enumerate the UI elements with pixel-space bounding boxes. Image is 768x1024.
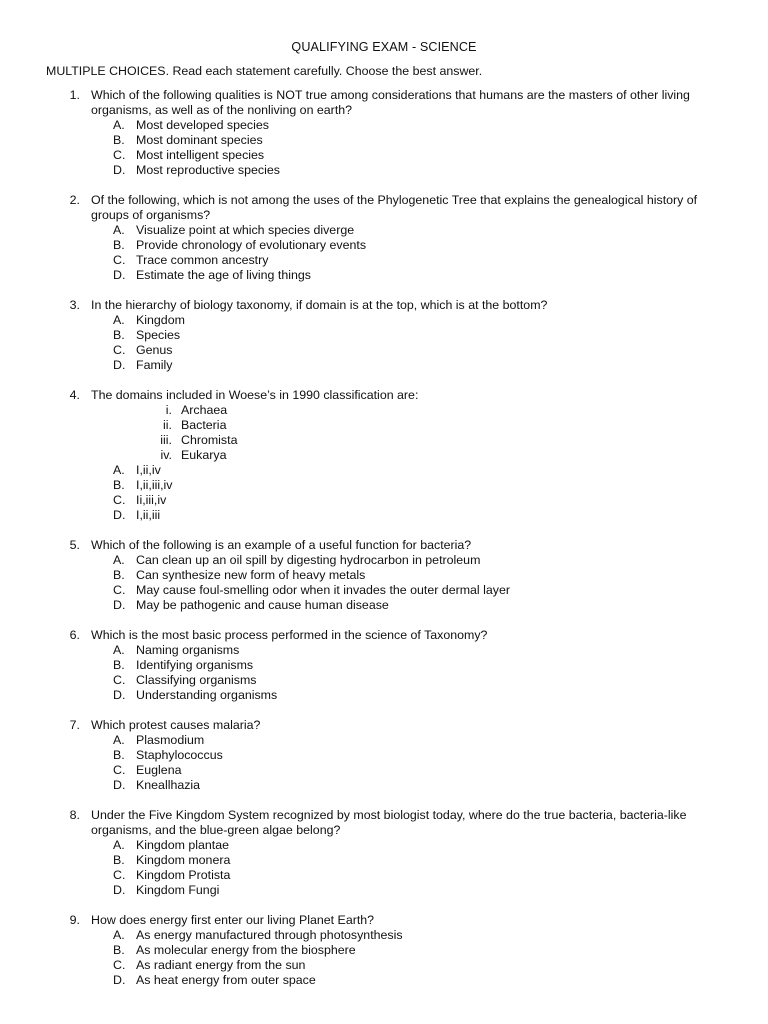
- choice-letter: A.: [113, 733, 125, 747]
- choice-list: [0, 928, 768, 988]
- choice-text: Most intelligent species: [136, 148, 265, 162]
- choice-letter: A.: [113, 928, 125, 942]
- question-number: 4.: [69, 388, 80, 402]
- choice-list: [0, 838, 768, 898]
- question-number: 1.: [69, 88, 80, 102]
- choice-text: Trace common ancestry: [136, 253, 269, 267]
- choice-letter: D.: [113, 268, 126, 282]
- choice-letter: B.: [113, 133, 125, 147]
- choice-text: I,ii,iii,iv: [136, 478, 173, 492]
- choice-a: [0, 553, 768, 568]
- choice-letter: A.: [113, 643, 125, 657]
- choice-letter: A.: [113, 838, 125, 852]
- roman-numeral-text: Archaea: [181, 403, 228, 417]
- choice-text: Identifying organisms: [136, 658, 254, 672]
- choice-text: Genus: [136, 343, 173, 357]
- question-text: Which of the following qualities is NOT true among considerations that humans are the masters of other living organisms, as well as of the nonliving on earth?: [91, 88, 690, 117]
- roman-numeral: i.: [165, 403, 172, 417]
- choice-list: [0, 643, 768, 703]
- choice-list: [0, 733, 768, 793]
- choice-text: Kingdom: [136, 313, 185, 327]
- question-text: Which protest causes malaria?: [91, 718, 261, 732]
- choice-letter: B.: [113, 748, 125, 762]
- instructions: MULTIPLE CHOICES. Read each statement carefully. Choose the best answer.: [46, 64, 483, 78]
- choice-text: Most developed species: [136, 118, 269, 132]
- choice-letter: D.: [113, 778, 126, 792]
- choice-text: Kingdom monera: [136, 853, 231, 867]
- choice-letter: C.: [113, 343, 126, 357]
- choice-b: [0, 328, 768, 343]
- choice-letter: D.: [113, 883, 126, 897]
- roman-numeral: iv.: [160, 448, 172, 462]
- choice-letter: D.: [113, 358, 126, 372]
- question-number: 3.: [69, 298, 80, 312]
- choice-c: [0, 148, 768, 163]
- roman-numeral: iii.: [160, 433, 172, 447]
- choice-a: [0, 928, 768, 943]
- choice-b: [0, 853, 768, 868]
- choice-text: As molecular energy from the biosphere: [136, 943, 356, 957]
- question-1: [0, 88, 768, 178]
- question-6: [0, 628, 768, 703]
- choice-text: Ii,iii,iv: [136, 493, 167, 507]
- choice-letter: D.: [113, 163, 126, 177]
- choice-letter: B.: [113, 853, 125, 867]
- choice-c: [0, 583, 768, 598]
- choice-letter: D.: [113, 598, 126, 612]
- question-number: 9.: [69, 913, 80, 927]
- choice-text: Family: [136, 358, 173, 372]
- choice-text: I,ii,iv: [136, 463, 161, 477]
- choice-letter: D.: [113, 688, 126, 702]
- choice-c: [0, 343, 768, 358]
- choice-text: Kingdom Protista: [136, 868, 231, 882]
- choice-a: [0, 463, 768, 478]
- choice-list: [0, 313, 768, 373]
- choice-c: [0, 253, 768, 268]
- choice-letter: D.: [113, 973, 126, 987]
- question-number: 5.: [69, 538, 80, 552]
- choice-text: Kneallhazia: [136, 778, 201, 792]
- roman-numeral-item: [0, 403, 768, 418]
- choice-c: [0, 868, 768, 883]
- choice-letter: B.: [113, 943, 125, 957]
- choice-letter: C.: [113, 763, 126, 777]
- choice-list: [0, 463, 768, 523]
- choice-d: [0, 883, 768, 898]
- choice-b: [0, 238, 768, 253]
- choice-a: [0, 733, 768, 748]
- choice-text: I,ii,iii: [136, 508, 161, 522]
- roman-numeral: ii.: [163, 418, 172, 432]
- question-8: [0, 808, 768, 898]
- choice-d: [0, 163, 768, 178]
- question-number: 6.: [69, 628, 80, 642]
- choice-letter: C.: [113, 868, 126, 882]
- roman-numeral-item: [0, 433, 768, 448]
- question-text: Which is the most basic process performed in the science of Taxonomy?: [91, 628, 488, 642]
- choice-text: Provide chronology of evolutionary events: [136, 238, 367, 252]
- choice-d: [0, 778, 768, 793]
- choice-text: Species: [136, 328, 181, 342]
- choice-text: Staphylococcus: [136, 748, 223, 762]
- choice-letter: B.: [113, 478, 125, 492]
- choice-d: [0, 268, 768, 283]
- choice-text: As heat energy from outer space: [136, 973, 316, 987]
- choice-a: [0, 118, 768, 133]
- choice-text: Kingdom Fungi: [136, 883, 220, 897]
- choice-text: Can synthesize new form of heavy metals: [136, 568, 366, 582]
- choice-a: [0, 313, 768, 328]
- choice-text: Visualize point at which species diverge: [136, 223, 355, 237]
- question-text: Of the following, which is not among the uses of the Phylogenetic Tree that explains the genealogical history of groups of organisms?: [91, 193, 698, 222]
- question-list: [0, 88, 768, 1003]
- choice-letter: C.: [113, 148, 126, 162]
- choice-c: [0, 763, 768, 778]
- roman-numeral-item: [0, 448, 768, 463]
- question-text: The domains included in Woese’s in 1990 classification are:: [91, 388, 419, 402]
- question-text: Which of the following is an example of a useful function for bacteria?: [91, 538, 472, 552]
- choice-letter: A.: [113, 223, 125, 237]
- roman-numeral-text: Chromista: [181, 433, 238, 447]
- roman-numeral-list: [0, 403, 768, 463]
- choice-c: [0, 958, 768, 973]
- choice-list: [0, 118, 768, 178]
- choice-letter: C.: [113, 493, 126, 507]
- choice-a: [0, 838, 768, 853]
- choice-text: Estimate the age of living things: [136, 268, 311, 282]
- choice-d: [0, 688, 768, 703]
- choice-letter: B.: [113, 238, 125, 252]
- choice-c: [0, 493, 768, 508]
- choice-letter: C.: [113, 958, 126, 972]
- choice-text: Euglena: [136, 763, 182, 777]
- page-title: QUALIFYING EXAM - SCIENCE: [291, 40, 477, 54]
- choice-list: [0, 223, 768, 283]
- roman-numeral-text: Bacteria: [181, 418, 227, 432]
- choice-b: [0, 658, 768, 673]
- question-3: [0, 298, 768, 373]
- choice-a: [0, 223, 768, 238]
- question-4: [0, 388, 768, 523]
- choice-d: [0, 598, 768, 613]
- choice-text: Most reproductive species: [136, 163, 280, 177]
- choice-text: As energy manufactured through photosynthesis: [136, 928, 403, 942]
- question-text: Under the Five Kingdom System recognized by most biologist today, where do the true bacteria, bacteria-like organisms, and the blue-green algae belong?: [91, 808, 687, 837]
- choice-text: Classifying organisms: [136, 673, 257, 687]
- question-number: 2.: [69, 193, 80, 207]
- question-7: [0, 718, 768, 793]
- choice-d: [0, 358, 768, 373]
- choice-text: Understanding organisms: [136, 688, 278, 702]
- question-5: [0, 538, 768, 613]
- choice-letter: A.: [113, 118, 125, 132]
- choice-text: May be pathogenic and cause human disease: [136, 598, 389, 612]
- choice-letter: A.: [113, 553, 125, 567]
- question-number: 7.: [69, 718, 80, 732]
- choice-c: [0, 673, 768, 688]
- choice-letter: A.: [113, 313, 125, 327]
- choice-b: [0, 478, 768, 493]
- question-9: [0, 913, 768, 988]
- choice-b: [0, 943, 768, 958]
- choice-d: [0, 973, 768, 988]
- choice-list: [0, 553, 768, 613]
- choice-letter: B.: [113, 568, 125, 582]
- choice-letter: C.: [113, 583, 126, 597]
- choice-text: As radiant energy from the sun: [136, 958, 306, 972]
- choice-b: [0, 568, 768, 583]
- choice-a: [0, 643, 768, 658]
- question-number: 8.: [69, 808, 80, 822]
- choice-text: Kingdom plantae: [136, 838, 229, 852]
- question-2: [0, 193, 768, 283]
- choice-text: Plasmodium: [136, 733, 205, 747]
- choice-b: [0, 133, 768, 148]
- choice-text: Naming organisms: [136, 643, 240, 657]
- choice-letter: B.: [113, 328, 125, 342]
- question-text: How does energy first enter our living Planet Earth?: [91, 913, 375, 927]
- choice-letter: A.: [113, 463, 125, 477]
- choice-letter: B.: [113, 658, 125, 672]
- choice-d: [0, 508, 768, 523]
- choice-text: Most dominant species: [136, 133, 263, 147]
- choice-letter: C.: [113, 253, 126, 267]
- choice-letter: D.: [113, 508, 126, 522]
- choice-text: Can clean up an oil spill by digesting hydrocarbon in petroleum: [136, 553, 481, 567]
- roman-numeral-item: [0, 418, 768, 433]
- choice-b: [0, 748, 768, 763]
- choice-text: May cause foul-smelling odor when it invades the outer dermal layer: [136, 583, 510, 597]
- roman-numeral-text: Eukarya: [181, 448, 227, 462]
- question-text: In the hierarchy of biology taxonomy, if domain is at the top, which is at the bottom?: [91, 298, 548, 312]
- choice-letter: C.: [113, 673, 126, 687]
